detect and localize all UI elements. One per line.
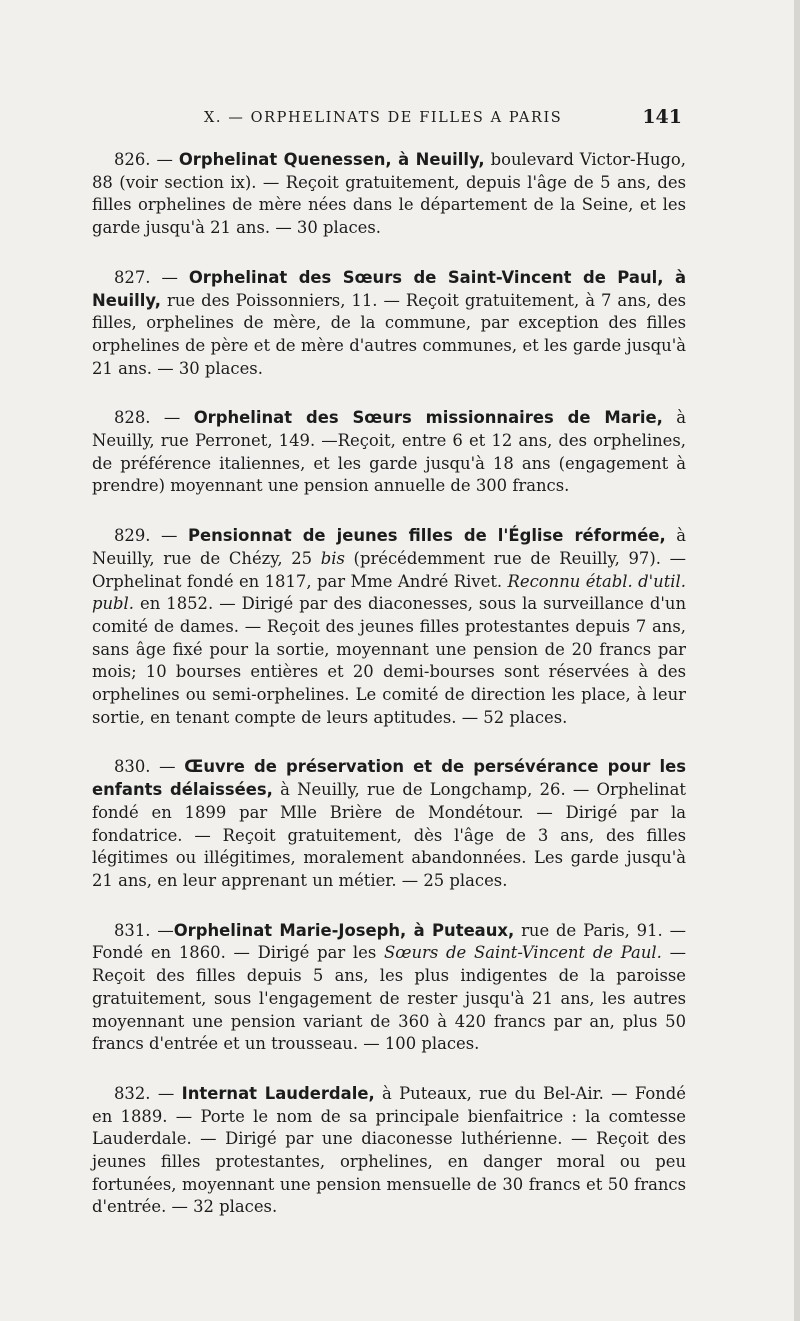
entry-831 (92, 920, 686, 1056)
entry-826 (92, 149, 686, 240)
entry-text: en 1852. — Dirigé par des diaconesses, sous la surveillance d'un comité de dames. — Reçoit des jeunes filles protestantes depuis 7 ans, sans âge fixé pour la sortie, moyennant une pension de 20 francs par mois; 10 bourses entières et 20 demi-bourses sont réservées à des orphelines ou semi-orphelines. Le comité de direction les place, à leur sortie, en tenant compte de leurs aptitudes. — 52 places. (92, 594, 686, 727)
entry-text: à Neuilly, rue Perronet, 149. —Reçoit, entre 6 et 12 ans, des orphelines, de préférence italiennes, et les garde jusqu'à 18 ans (engagement à prendre) moyennant une pension annuelle de 300 francs. (92, 408, 687, 496)
entry-number: 828. — (114, 408, 194, 428)
entry-830 (92, 756, 686, 892)
entry-text: à Neuilly, rue de Chézy, 25 (92, 526, 687, 568)
running-header (92, 106, 686, 134)
entry-829 (92, 525, 686, 729)
entry-title: Orphelinat Marie-Joseph, à Puteaux, (173, 920, 515, 940)
entry-title: Orphelinat des Sœurs de Saint-Vincent de Paul, à Neuilly, (92, 267, 686, 310)
entry-italic: bis (320, 548, 345, 568)
page-body (92, 149, 686, 1246)
entry-text: — Reçoit des filles depuis 5 ans, les plus indigentes de la paroisse gratuitement, sous l'engagement de rester jusqu'à 21 ans, les autres moyennant une pension variant de 360 à 420 francs par an, plus 50 francs d'entrée et un trousseau. — 100 places. (92, 943, 686, 1054)
entry-text: à Puteaux, rue du Bel-Air. — Fondé en 1889. — Porte le nom de sa principale bienfaitrice : la comtesse Lauderdale. — Dirigé par une diaconesse luthérienne. — Reçoit des jeunes filles protestantes, orphelines, en danger moral ou peu fortunées, moyennant une pension mensuelle de 30 francs et 50 francs d'entrée. — 32 places. (92, 1083, 687, 1217)
entry-title: Œuvre de préservation et de persévérance pour les enfants délaissées, (92, 757, 687, 800)
entry-text: (précédemment rue de Reuilly, 97). — Orphelinat fondé en 1817, par Mme André Rivet. (92, 548, 686, 591)
entry-827 (92, 267, 686, 381)
entry-number: 829. — (114, 526, 188, 546)
entry-832 (92, 1083, 686, 1219)
entry-title: Pensionnat de jeunes filles de l'Église réformée, (187, 526, 666, 546)
entry-title: Orphelinat Quenessen, à Neuilly, (178, 150, 485, 169)
entry-title: Internat Lauderdale, (181, 1083, 375, 1103)
entry-number: 832. — (114, 1083, 182, 1103)
entry-number: 830. — (114, 757, 185, 777)
entry-text: boulevard Victor-Hugo, 88 (voir section ix). — Reçoit gratuitement, depuis l'âge de 5 ans, des filles orphelines de mère nées dans le département de la Seine, et les garde jusqu'à 21 ans. — 30 places. (92, 150, 687, 238)
entry-italic: Sœurs de Saint-Vincent de Paul. (384, 943, 662, 963)
entry-italic: Reconnu établ. d'util. publ. (92, 571, 686, 614)
entry-text: rue des Poissonniers, 11. — Reçoit gratuitement, à 7 ans, des filles, orphelines de mère, de la commune, par exception des filles orphelines de père et de mère d'autres communes, et les garde jusqu'à 21 ans. — 30 places. (92, 290, 686, 378)
entry-text: rue de Paris, 91. — Fondé en 1860. — Dirigé par les (92, 920, 686, 963)
page-number: 141 (642, 106, 682, 128)
entry-text: à Neuilly, rue de Longchamp, 26. — Orphelinat fondé en 1899 par Mlle Brière de Mondétour. — Dirigé par la fondatrice. — Reçoit gratuitement, dès l'âge de 3 ans, des filles légitimes ou illégitimes, moralement abandonnées. Les garde jusqu'à 21 ans, en leur apprenant un métier. — 25 places. (92, 780, 686, 890)
entry-number: 831. — (114, 920, 174, 940)
page-edge (794, 0, 800, 1321)
entry-number: 826. — (114, 150, 179, 169)
chapter-title: X. — ORPHELINATS DE FILLES A PARIS (204, 110, 563, 126)
entry-number: 827. — (114, 267, 189, 287)
entry-828 (92, 407, 686, 498)
entry-title: Orphelinat des Sœurs missionnaires de Marie, (193, 408, 663, 428)
